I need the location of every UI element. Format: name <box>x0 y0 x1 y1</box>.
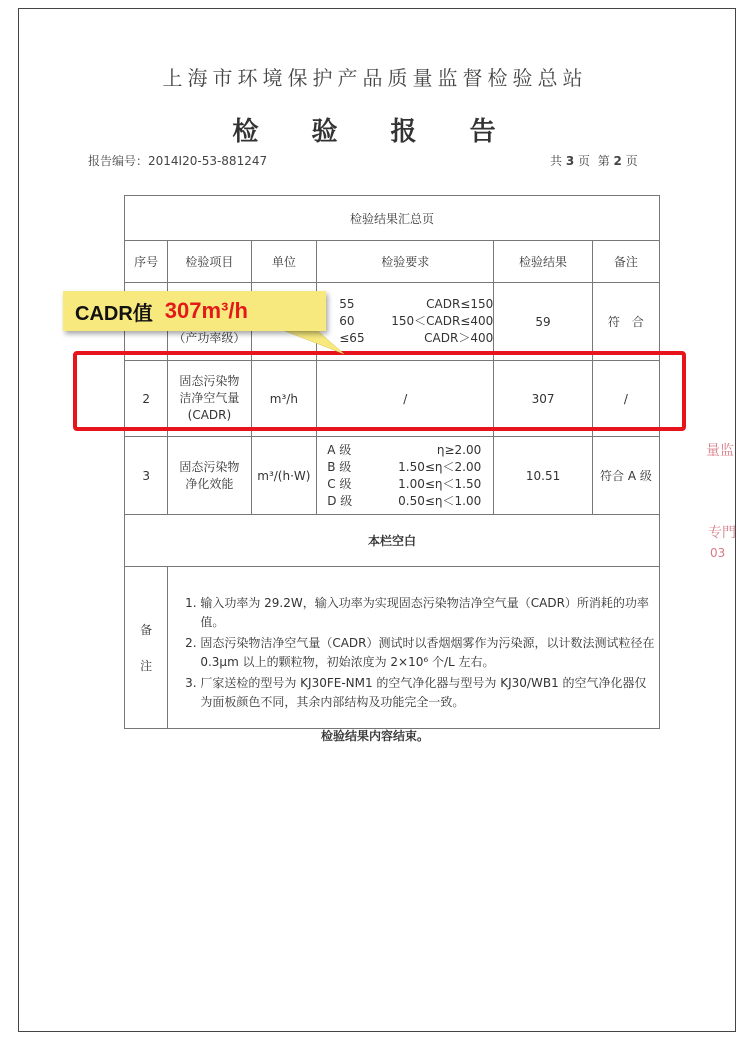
requirement-grade: A 级 <box>327 442 352 457</box>
col-header-result: 检验结果 <box>494 241 593 283</box>
requirement-condition: 1.00≤η＜1.50 <box>398 476 482 491</box>
cadr-callout <box>63 291 326 331</box>
row1-result: 59 <box>494 283 593 361</box>
report-number-label: 报告编号： <box>88 154 149 168</box>
row3-result: 10.51 <box>494 437 593 515</box>
row3-no: 3 <box>125 437 168 515</box>
pages-total-prefix: 共 <box>550 154 563 168</box>
requirement-grade: C 级 <box>327 476 352 491</box>
item-line: (CADR) <box>187 408 232 422</box>
page-current: 2 <box>613 154 622 168</box>
requirement-grade: 55 <box>339 297 355 311</box>
stamp-text: 量监 <box>706 443 734 459</box>
col-header-item: 检验项目 <box>168 241 251 283</box>
row3-remark: 符合 A 级 <box>592 437 659 515</box>
end-note: 检验结果内容结束。 <box>320 729 429 743</box>
requirement-condition: 1.50≤η＜2.00 <box>398 459 482 474</box>
col-header-no: 序号 <box>125 241 168 283</box>
page-suffix: 页 <box>625 154 638 168</box>
row2-remark: / <box>592 361 659 437</box>
row2-unit: m³/h <box>251 361 317 437</box>
item-line: 固态污染物 <box>179 374 240 388</box>
blank-note: 本栏空白 <box>125 515 660 567</box>
stamp-text: 03 <box>710 546 726 560</box>
notes-label-char: 注 <box>140 658 153 673</box>
seal-stamp <box>706 436 736 576</box>
row2-requirement: / <box>317 361 494 437</box>
callout-value: 307m³/h <box>164 298 248 323</box>
item-line: 净化效能 <box>185 476 234 491</box>
organization-name: 上海市环境保护产品质量监督检验总站 <box>162 66 588 90</box>
requirement-grade: 60 <box>339 314 355 328</box>
table-caption: 检验结果汇总页 <box>125 196 660 241</box>
requirement-condition: CADR≤150 <box>426 297 494 311</box>
page-prefix: 第 <box>597 154 610 168</box>
row3-unit: m³/(h·W) <box>251 437 317 515</box>
requirement-grade: B 级 <box>327 459 352 474</box>
item-line: 洁净空气量 <box>179 391 240 405</box>
notes-label-char: 备 <box>140 622 153 637</box>
col-header-unit: 单位 <box>251 241 317 283</box>
requirement-condition: 150＜CADR≤400 <box>391 314 494 328</box>
pages-total: 3 <box>565 154 575 168</box>
row2-result: 307 <box>494 361 593 437</box>
requirement-condition: CADR＞400 <box>424 331 494 345</box>
row2-no: 2 <box>125 361 168 437</box>
item-line: 固态污染物 <box>179 459 240 474</box>
requirement-condition: 0.50≤η＜1.00 <box>398 493 482 508</box>
pages-total-suffix: 页 <box>578 154 591 168</box>
col-header-remark: 备注 <box>592 241 659 283</box>
row1-item: （产功率级） <box>168 283 251 361</box>
report-title: 检 验 报 告 <box>232 117 518 147</box>
note-item: 1. 输入功率为 29.2W，输入功率为实现固态污染物洁净空气量（CADR）所消耗的功率值。 <box>200 594 655 632</box>
note-item: 3. 厂家送检的型号为 KJ30FE-NM1 的空气净化器与型号为 KJ30/WB1 的空气净化器仅为面板颜色不同，其余内部结构及功能完全一致。 <box>200 674 655 712</box>
note-item: 2. 固态污染物洁净空气量（CADR）测试时以香烟烟雾作为污染源，以计数法测试粒径在 0.3μm 以上的颗粒物，初始浓度为 2×10⁶ 个/L 左右。 <box>200 634 655 672</box>
report-number-value: 2014I20-53-881247 <box>148 154 268 168</box>
col-header-requirement: 检验要求 <box>317 241 494 283</box>
requirement-grade: D 级 <box>327 493 353 508</box>
stamp-text: 专門 <box>708 525 736 541</box>
requirement-grade: ≤65 <box>339 331 365 345</box>
row1-remark: 符 合 <box>592 283 659 361</box>
requirement-condition: η≥2.00 <box>436 442 482 457</box>
callout-label: CADR值 <box>75 302 153 325</box>
